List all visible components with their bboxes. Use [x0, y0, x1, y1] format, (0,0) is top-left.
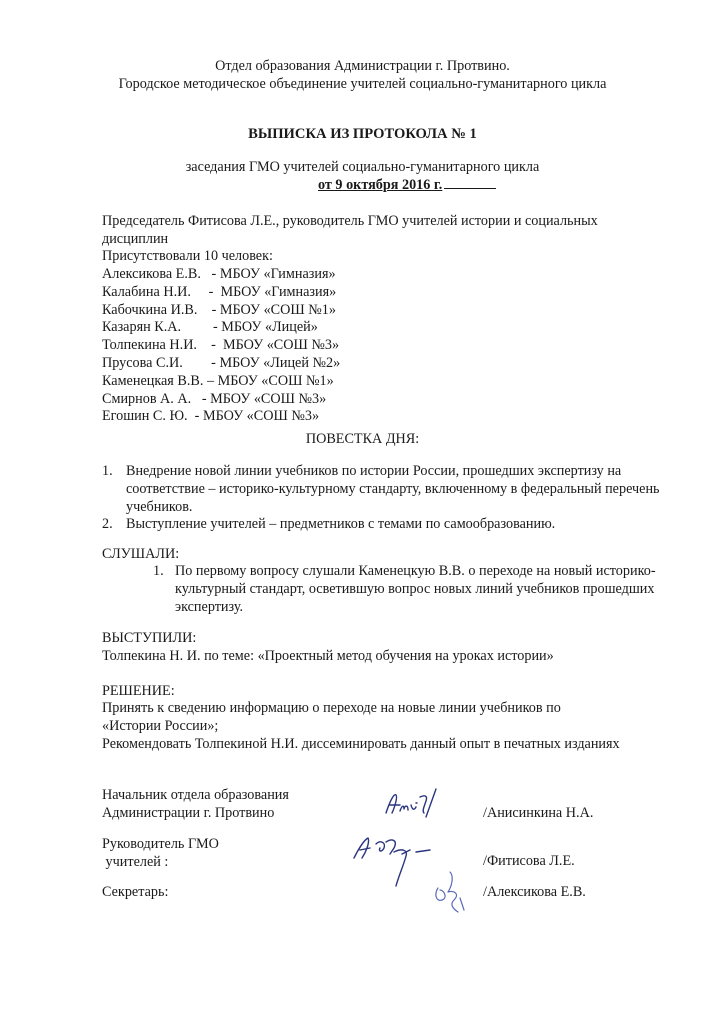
signatory-role-secretary: Секретарь: [102, 884, 169, 900]
listened-item-text: По первому вопросу слушали Каменецкую В.В. о переходе на новый историко-культурный стандарт, осветившую вопрос новых линий учебников прошедших экспертизу. [175, 563, 656, 615]
document-title: ВЫПИСКА ИЗ ПРОТОКОЛА № 1 [248, 126, 477, 142]
attendee-row [102, 284, 340, 302]
attendee-school: МБОУ «СОШ №3» [223, 337, 340, 354]
attendee-separator: - [196, 337, 223, 354]
attendee-school: МБОУ «Гимназия» [219, 266, 336, 282]
attendee-name: Смирнов А. А. [102, 390, 192, 407]
attendee-row [102, 373, 340, 391]
signature-anisinkina-icon [380, 783, 450, 823]
spoke-heading: ВЫСТУПИЛИ: [102, 630, 197, 646]
attendee-list [102, 266, 340, 426]
attendee-row [102, 408, 340, 426]
spoke-text: Толпекина Н. И. по теме: «Проектный метод обучения на уроках истории» [102, 648, 554, 664]
attendee-row [102, 337, 340, 355]
agenda-list [102, 463, 662, 534]
decision-text [102, 700, 702, 753]
signatory-role-line: Руководитель ГМО [102, 836, 219, 852]
attendee-name: Казарян К.А. [102, 319, 182, 336]
attendee-name: Толпекина Н.И. [102, 337, 197, 354]
signatory-role-line: Начальник отдела образования [102, 787, 289, 803]
listened-heading: СЛУШАЛИ: [102, 546, 180, 562]
signatory-name-secretary: /Алексикова Е.В. [483, 884, 586, 900]
attendee-school: МБОУ «Гимназия» [220, 283, 337, 300]
attendance-count: Присутствовали 10 человек: [102, 248, 273, 264]
agenda-item [102, 463, 662, 516]
date-underline-blank [444, 188, 496, 189]
signatory-role-line: учителей : [102, 853, 169, 870]
attendee-name: Каменецкая В.В. [102, 372, 204, 389]
agenda-item-text: Внедрение новой линии учебников по истории России, прошедших экспертизу на соответствие – историко-культурному стандарту, включенному в федеральный перечень учебников. [126, 463, 660, 515]
listened-item [153, 563, 673, 616]
attendee-row [102, 302, 340, 320]
signatory-name-head: /Анисинкина Н.А. [483, 805, 594, 821]
attendee-row [102, 266, 340, 284]
attendee-school: МБОУ «Лицей №2» [219, 354, 341, 371]
decision-line: Рекомендовать Толпекиной Н.И. диссеминировать данный опыт в печатных изданиях [102, 735, 620, 752]
attendee-separator: - [200, 266, 220, 282]
attendee-school: МБОУ «СОШ №3» [202, 408, 320, 425]
agenda-item-text: Выступление учителей – предметников с темами по самообразованию. [126, 516, 556, 533]
listened-list [153, 563, 673, 616]
signature-aleksikova-icon [430, 868, 475, 918]
meeting-date [318, 177, 496, 195]
attendee-school: МБОУ «СОШ №1» [217, 372, 334, 389]
agenda-item-number: 2. [102, 516, 113, 533]
signatory-name-gmo: /Фитисова Л.Е. [483, 853, 575, 869]
attendee-row [102, 391, 340, 409]
attendee-name: Калабина Н.И. [102, 283, 191, 300]
attendee-separator: - [197, 301, 220, 318]
attendee-name: Кабочкина И.В. [102, 301, 198, 318]
attendee-separator: - [181, 319, 222, 336]
header-department: Отдел образования Администрации г. Протвино. [215, 58, 510, 74]
attendee-separator: - [187, 408, 203, 425]
meeting-date-text: от 9 октября 2016 г. [318, 177, 443, 193]
attendee-separator: - [190, 283, 221, 300]
attendee-separator: - [182, 354, 220, 371]
document-subtitle: заседания ГМО учителей социально-гуманитарного цикла [185, 159, 540, 175]
listened-item-number: 1. [153, 563, 164, 579]
attendee-row [102, 355, 340, 373]
agenda-heading: ПОВЕСТКА ДНЯ: [305, 431, 420, 447]
signatory-role-head [102, 787, 289, 823]
attendee-school: МБОУ «Лицей» [221, 319, 318, 336]
decision-line: Принять к сведению информацию о переходе на новые линии учебников по «Истории России»; [102, 700, 561, 734]
agenda-item-number: 1. [102, 463, 113, 479]
attendee-name: Алексикова Е.В. [102, 266, 201, 282]
signatory-role-line: Администрации г. Протвино [102, 804, 275, 821]
attendee-school: МБОУ «СОШ №1» [219, 301, 336, 318]
header-association: Городское методическое объединение учителей социально-гуманитарного цикла [118, 76, 607, 92]
decision-heading: РЕШЕНИЕ: [102, 683, 175, 699]
attendee-row [102, 319, 340, 337]
attendee-name: Прусова С.И. [102, 354, 183, 371]
chairperson-line: Председатель Фитисова Л.Е., руководитель ГМО учителей истории и социальных дисциплин [102, 213, 598, 247]
attendee-separator: – [203, 372, 218, 389]
attendee-school: МБОУ «СОШ №3» [210, 390, 327, 407]
agenda-item [102, 516, 662, 534]
attendee-name: Егошин С. Ю. [102, 408, 188, 425]
signatory-role-gmo [102, 836, 219, 872]
attendee-separator: - [191, 390, 211, 407]
